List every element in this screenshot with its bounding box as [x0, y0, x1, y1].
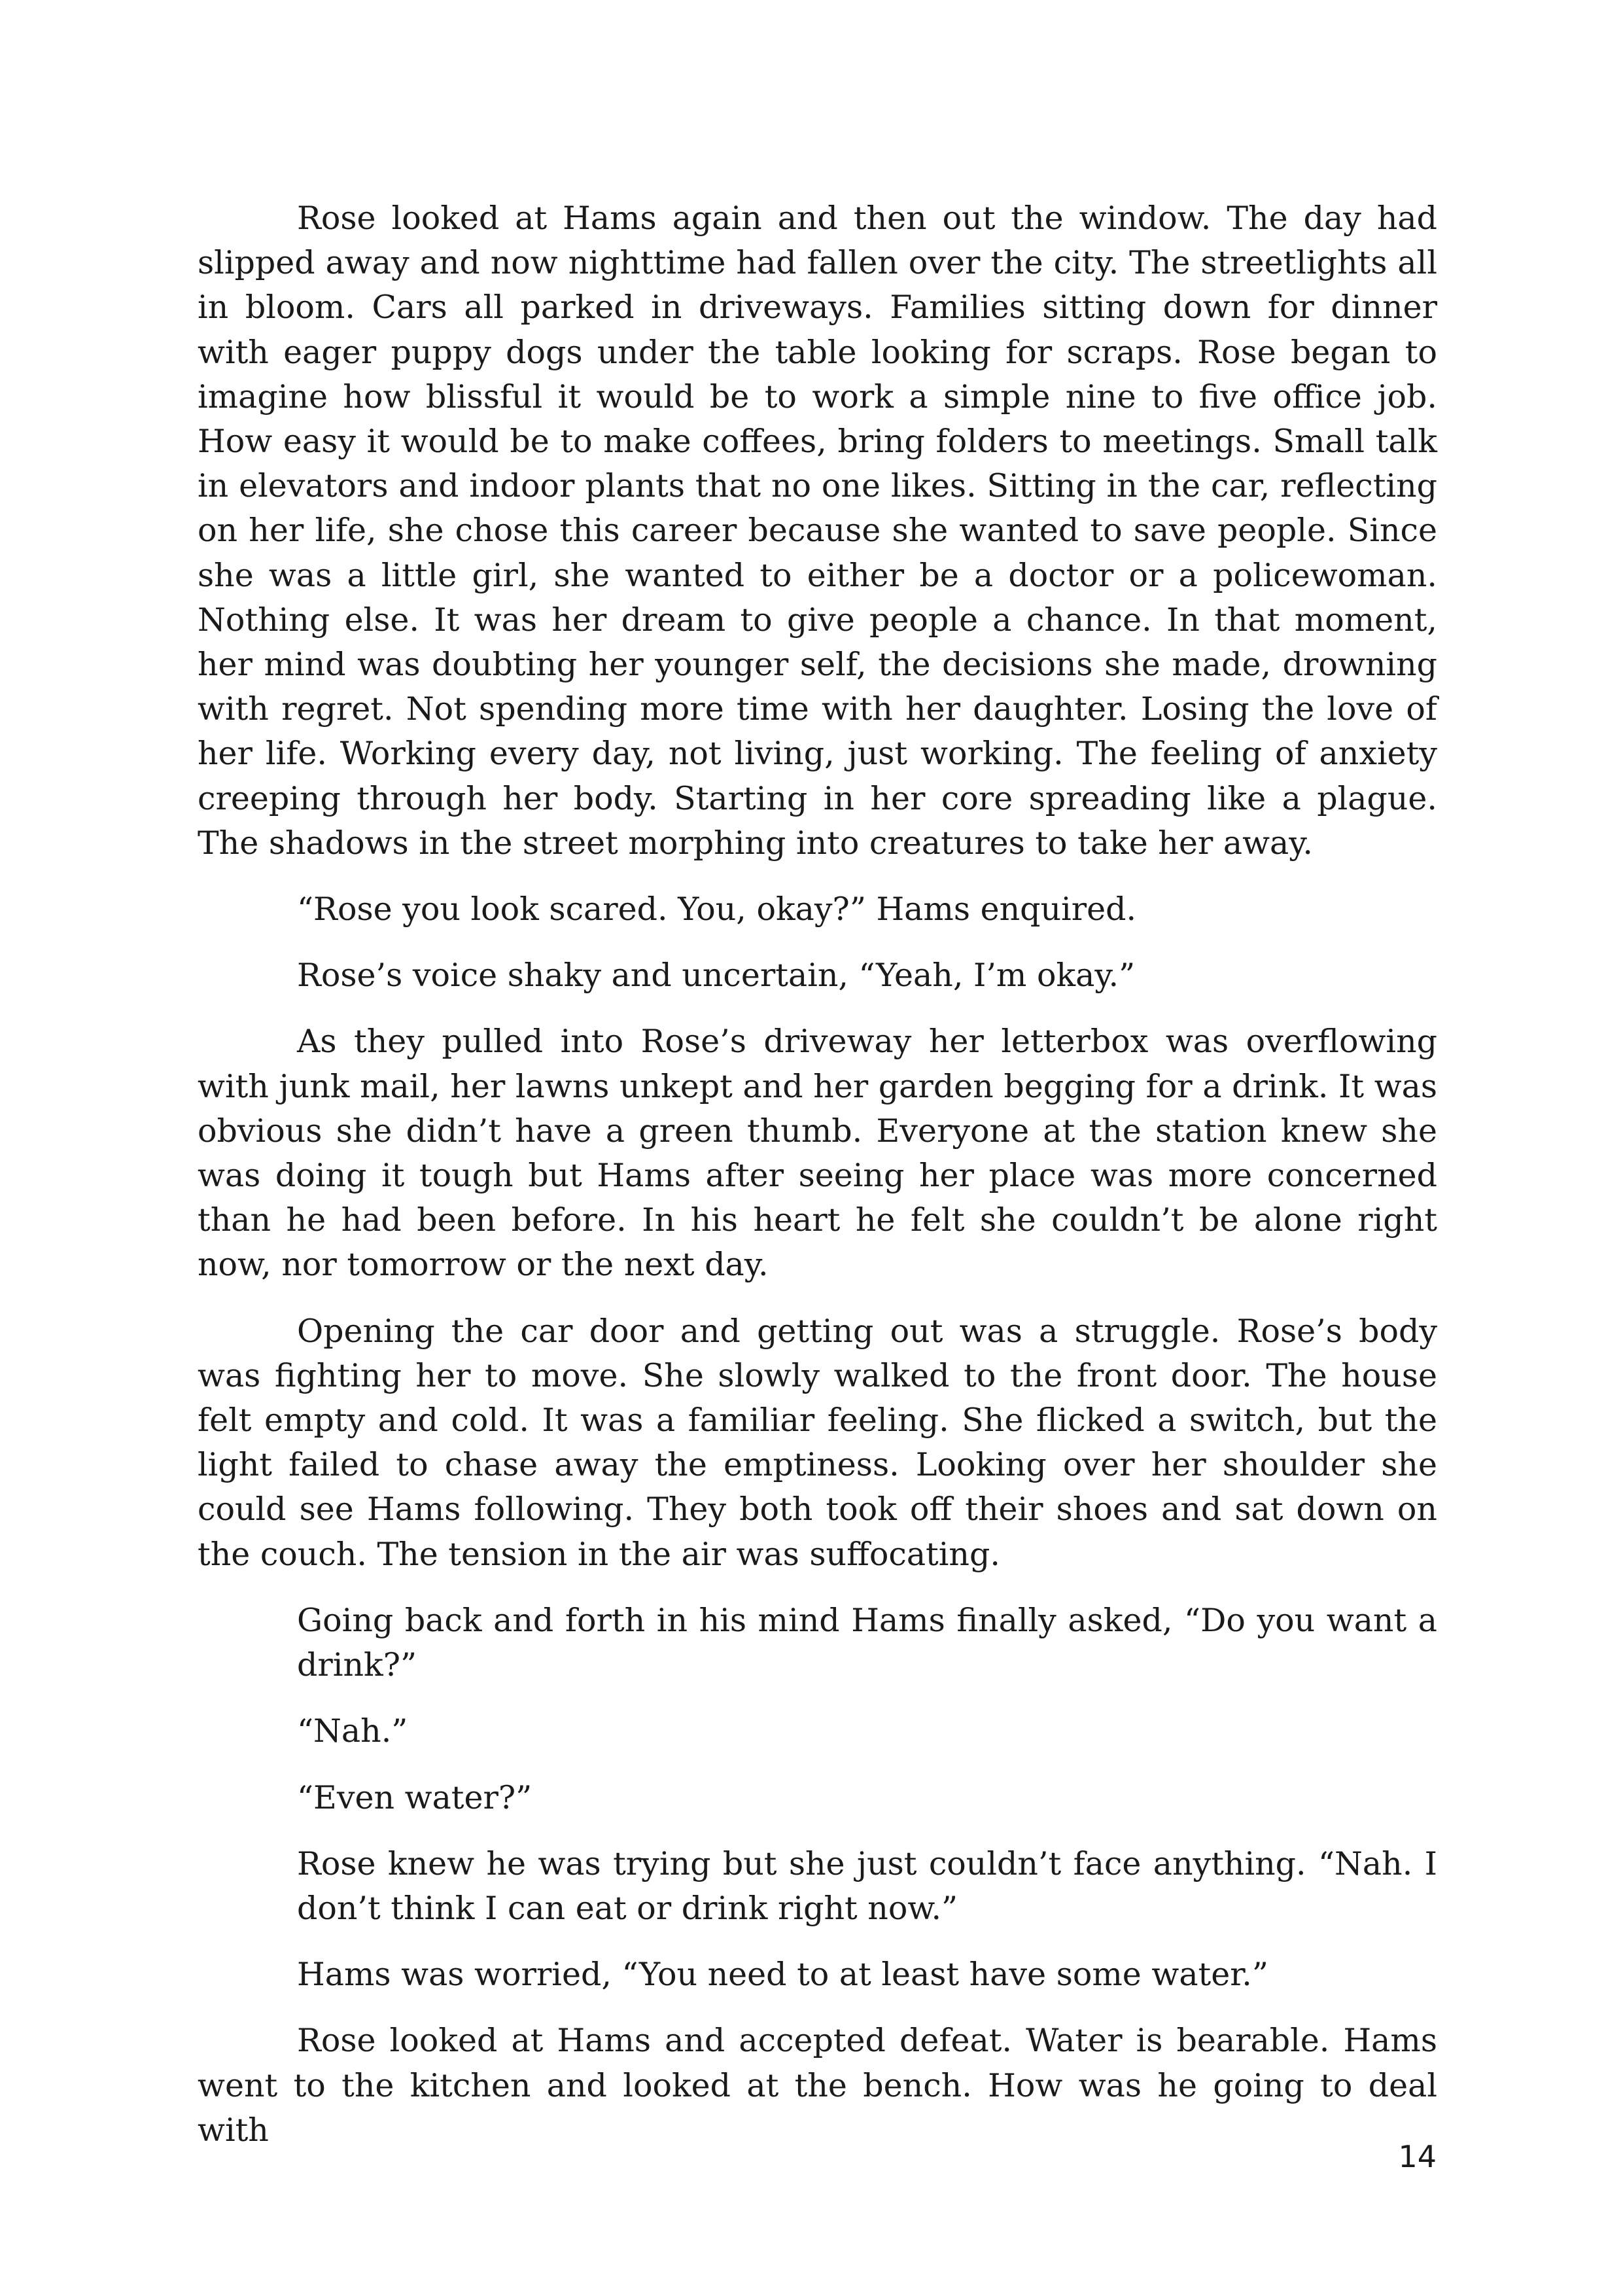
paragraph: Opening the car door and getting out was a struggle. Rose’s body was fighting her to move. She slowly walked to the front door. The house felt empty and cold. It was a familiar feeling. She flicked a switch, but the light failed to chase away the emptiness. Looking over her shoulder she could see Hams following. They both took off their shoes and sat down on the couch. The tension in the air was suffocating. — [198, 1312, 1437, 1573]
paragraph: Hams was worried, “You need to at least have some water.” — [297, 1956, 1268, 1994]
page-body — [198, 196, 1437, 2153]
paragraph: Rose knew he was trying but she just couldn’t face anything. “Nah. I don’t think I can eat or drink right now.” — [297, 1845, 1437, 1927]
paragraph: As they pulled into Rose’s driveway her letterbox was overflowing with junk mail, her lawns unkept and her garden begging for a drink. It was obvious she didn’t have a green thumb. Everyone at the station knew she was doing it tough but Hams after seeing her place was more concerned than he had been before. In his heart he felt she couldn’t be alone right now, nor tomorrow or the next day. — [198, 1023, 1437, 1284]
paragraph: “Even water?” — [297, 1778, 532, 1816]
paragraph: Rose’s voice shaky and uncertain, “Yeah, I’m okay.” — [297, 957, 1136, 995]
paragraph: Going back and forth in his mind Hams finally asked, “Do you want a drink?” — [297, 1601, 1437, 1684]
paragraph: “Nah.” — [297, 1712, 408, 1750]
page-number: 14 — [1398, 2139, 1437, 2174]
paragraph: Rose looked at Hams and accepted defeat. Water is bearable. Hams went to the kitchen and looked at the bench. How was he going to deal with — [198, 2022, 1437, 2149]
paragraph: “Rose you look scared. You, okay?” Hams enquired. — [297, 891, 1137, 928]
paragraph: Rose looked at Hams again and then out the window. The day had slipped away and now nighttime had fallen over the city. The streetlights all in bloom. Cars all parked in driveways. Families sitting down for dinner with eager puppy dogs under the table looking for scraps. Rose began to imagine how blissful it would be to work a simple nine to five office job. How easy it would be to make coffees, bring folders to meetings. Small talk in elevators and indoor plants that no one likes. Sitting in the car, reflecting on her life, she chose this career because she wanted to save people. Since she was a little girl, she wanted to either be a doctor or a policewoman. Nothing else. It was her dream to give people a chance. In that moment, her mind was doubting her younger self, the decisions she made, drowning with regret. Not spending more time with her daughter. Losing the love of her life. Working every day, not living, just working. The feeling of anxiety creeping through her body. Starting in her core spreading like a plague. The shadows in the street morphing into creatures to take her away. — [198, 200, 1437, 862]
